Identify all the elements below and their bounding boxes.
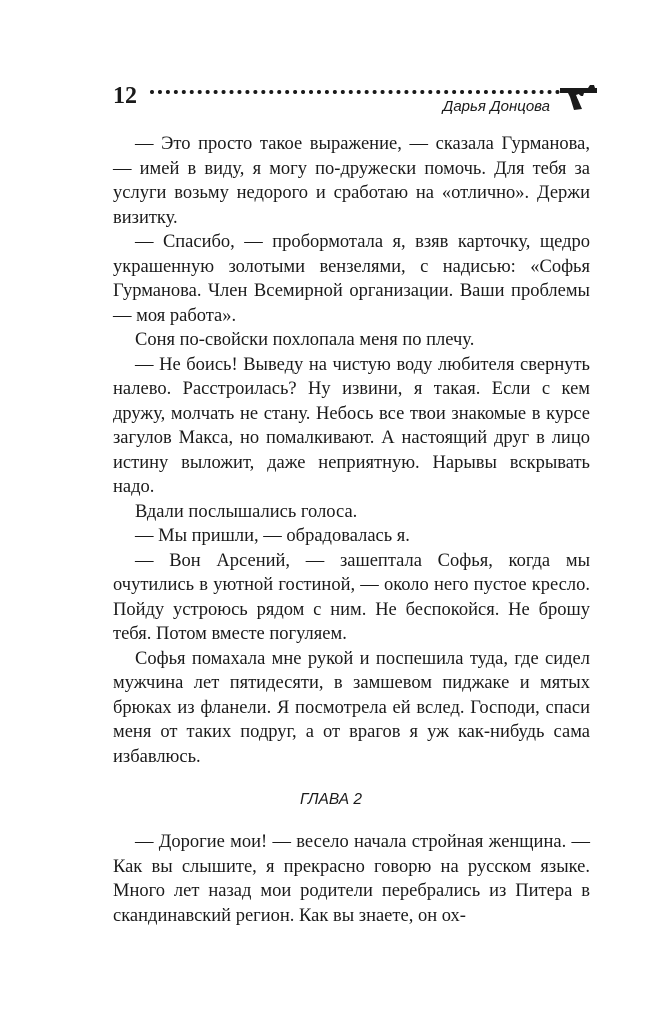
- paragraph: Софья помахала мне рукой и поспешила туда, где сидел мужчина лет пятидесяти, в замшевом пиджаке и мятых брюках из фланели. Я посмотрела ей вслед. Господи, спаси меня от таких подруг, а от врагов я уж как-нибудь сама избавлюсь.: [113, 648, 590, 767]
- paragraph: — Вон Арсений, — зашептала Софья, когда мы очутились в уютной гостиной, — около него пустое кресло. Пойду устроюсь рядом с ним. Не беспокойся. Не брошу тебя. Потом вместе погуляем.: [113, 550, 590, 644]
- paragraph: — Мы пришли, — обрадовалась я.: [135, 526, 410, 546]
- paragraph: — Это просто такое выражение, — сказала Гурманова, — имей в виду, я могу по-дружески помочь. Для тебя за услуги возьму недорого и сработаю на «отлично». Держи визитку.: [113, 134, 590, 228]
- page-number: 12: [113, 83, 137, 109]
- revolver-icon: [558, 82, 598, 112]
- paragraph: — Спасибо, — пробормотала я, взяв карточку, щедро украшенную золотыми вензелями, с надисью: «Софья Гурманова. Член Всемирной организации. Ваши проблемы — моя работа».: [113, 232, 590, 326]
- paragraph: — Не боись! Выведу на чистую воду любителя свернуть налево. Расстроилась? Ну извини, я такая. Если с кем дружу, молчать не стану. Небось все твои знакомые в курсе загулов Макса, но помалкивают. А настоящий друг в лицо истину выложит, даже неприятную. Нарывы вскрывать надо.: [113, 354, 590, 497]
- paragraph: Вдали послышались голоса.: [135, 501, 358, 522]
- header-dotted-rule: [150, 90, 560, 94]
- paragraph: — Дорогие мои! — весело начала стройная женщина. — Как вы слышите, я прекрасно говорю на русском языке. Много лет назад мои родители перебрались из Питера в скандинавский регион. Как вы знаете, он ох-: [113, 832, 590, 926]
- running-header-author: Дарья Донцова: [442, 98, 550, 115]
- body-text-before-chapter: [113, 132, 590, 769]
- chapter-heading: ГЛАВА 2: [300, 791, 362, 808]
- body-text-after-chapter: [113, 830, 590, 928]
- paragraph: Соня по-свойски похлопала меня по плечу.: [135, 330, 475, 350]
